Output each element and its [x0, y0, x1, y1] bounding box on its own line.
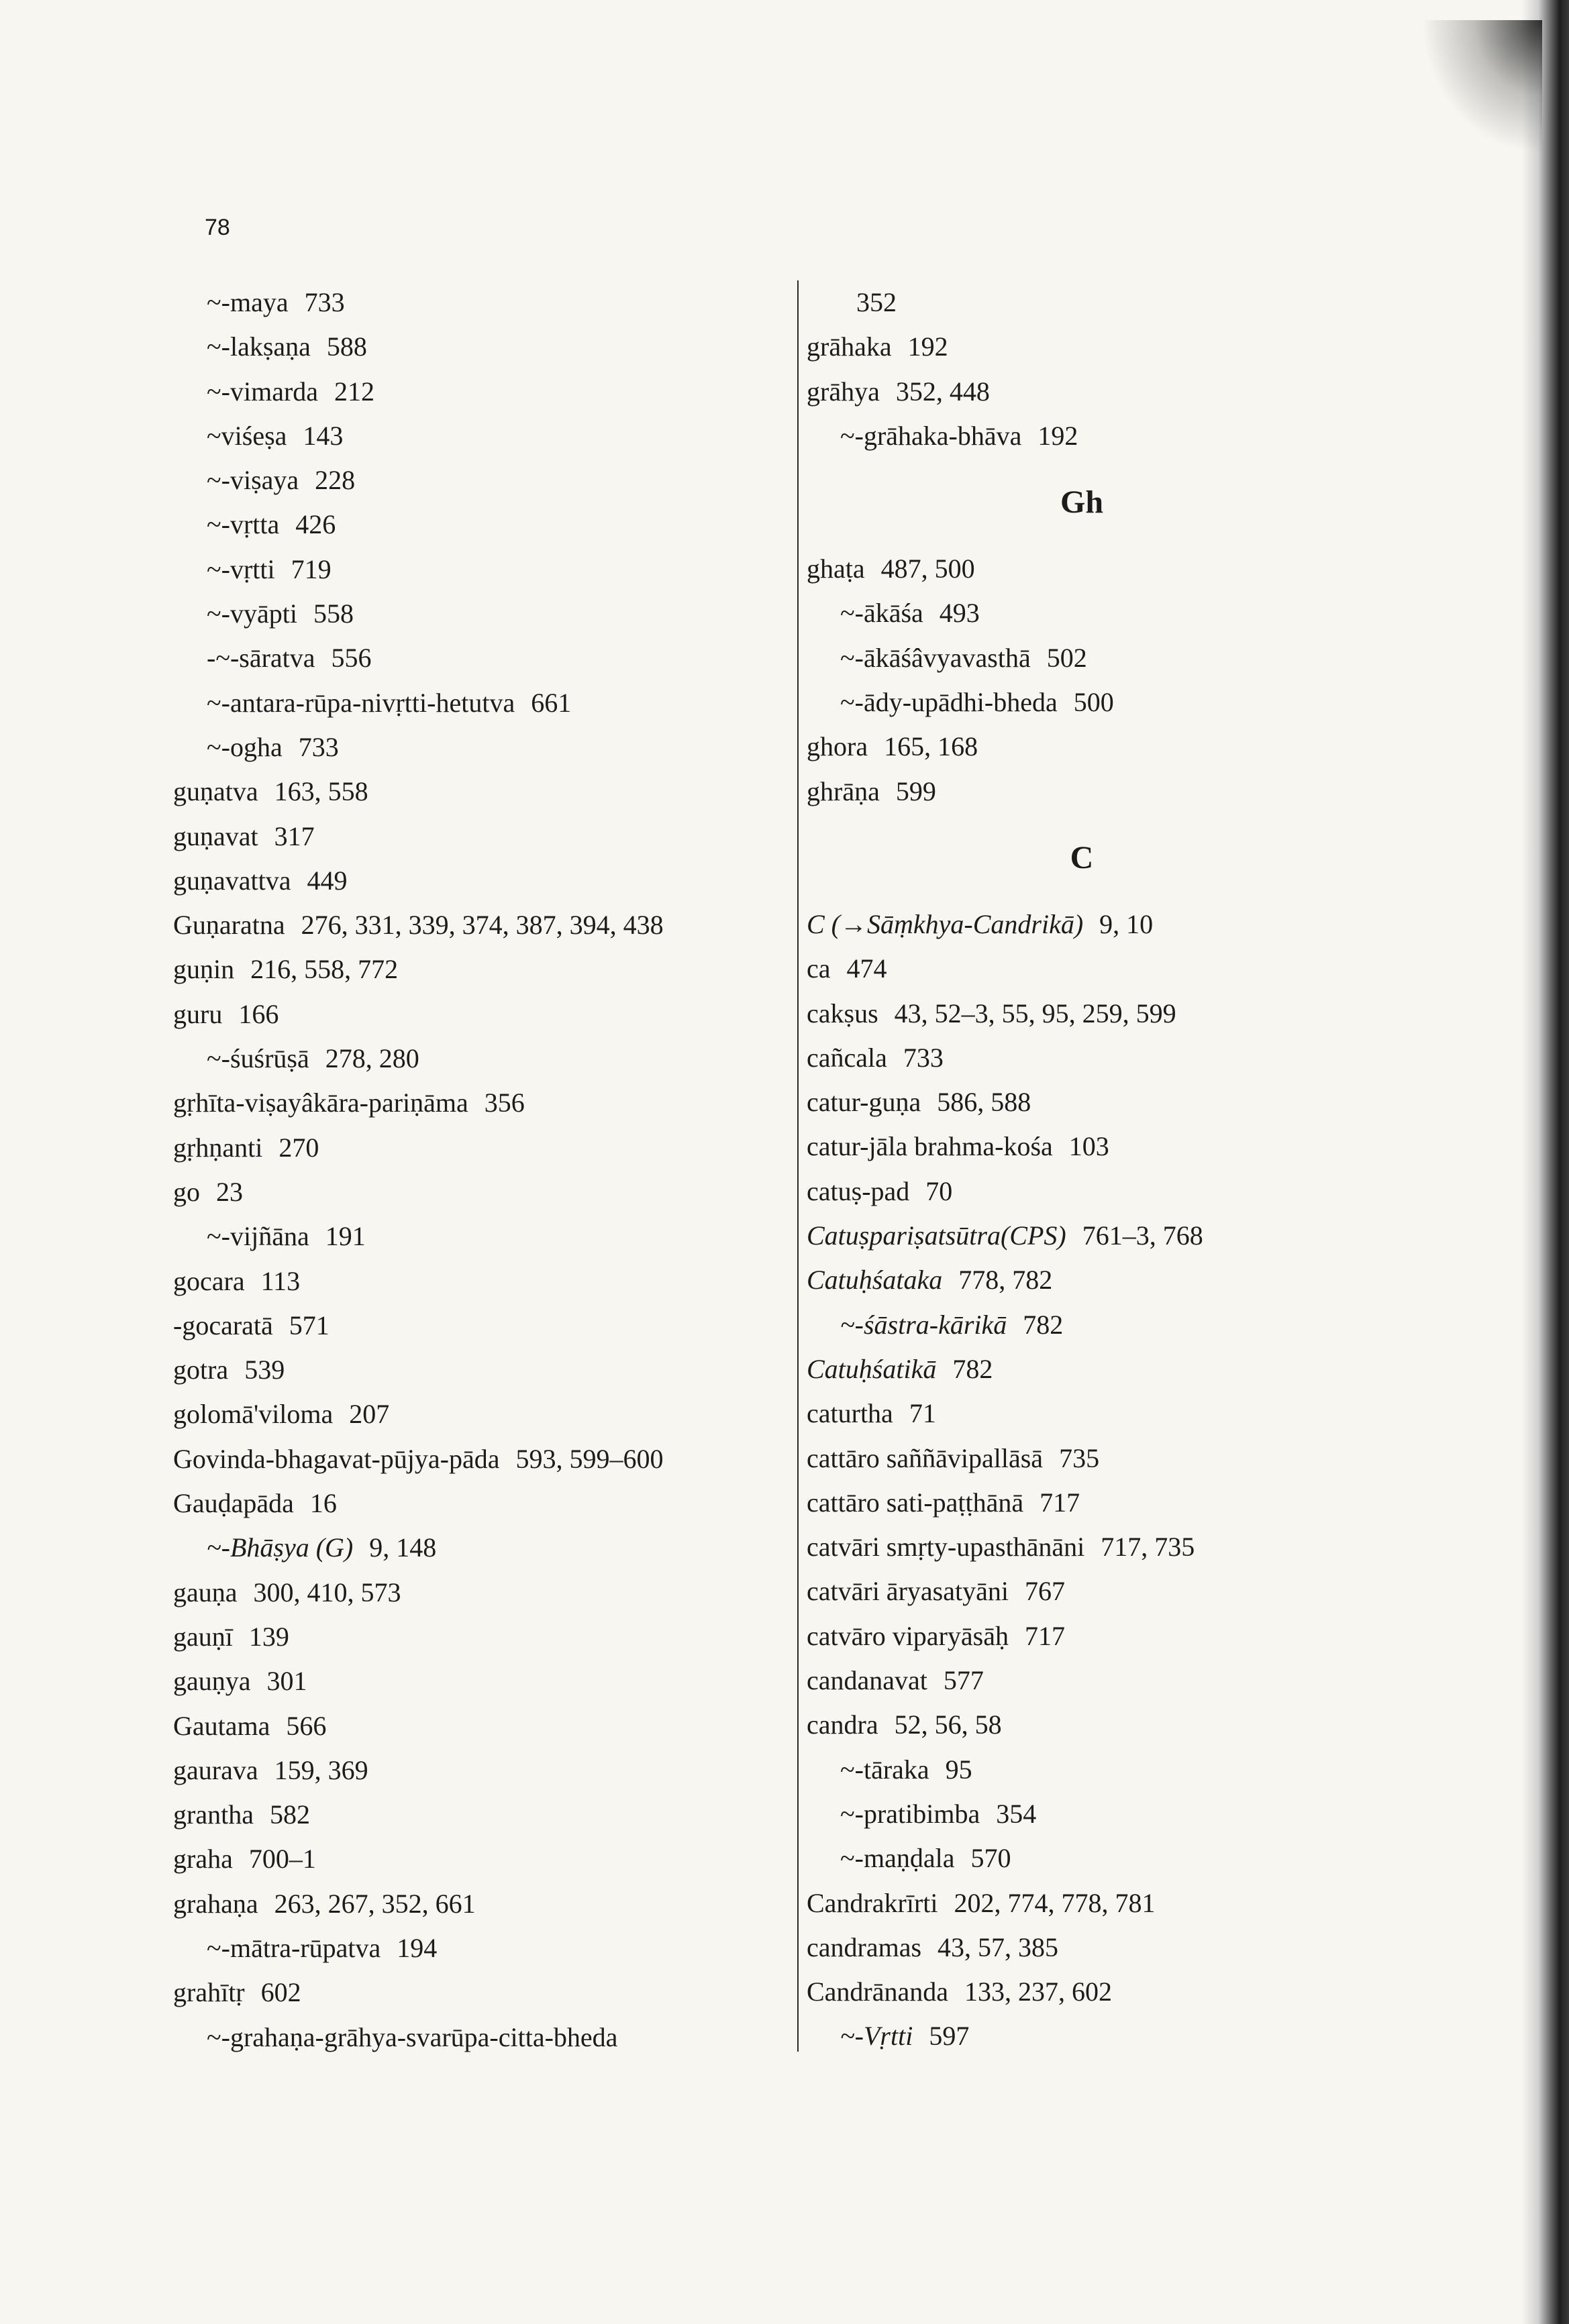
index-term: Gauḍapāda	[173, 1488, 294, 1519]
index-entry	[173, 592, 777, 636]
index-pages: 426	[295, 509, 336, 540]
index-term: candanavat	[807, 1665, 927, 1696]
index-pages: 599	[895, 776, 936, 806]
index-pages: 43, 57, 385	[938, 1932, 1059, 1962]
index-term: ca	[807, 953, 831, 984]
index-pages: 352	[856, 287, 897, 317]
index-entry	[173, 1037, 777, 1081]
index-pages: 301	[266, 1666, 307, 1697]
index-pages: 216, 558, 772	[250, 954, 399, 985]
index-pages: 95	[945, 1754, 972, 1785]
index-pages: 761–3, 768	[1082, 1220, 1203, 1251]
index-term: Govinda-bhagavat-pūjya-pāda	[173, 1443, 500, 1474]
index-entry	[807, 1080, 1357, 1124]
index-entry	[807, 1658, 1357, 1703]
index-term: ~-grāhaka-bhāva	[840, 420, 1022, 451]
index-term: gauṇī	[173, 1621, 233, 1652]
page-number: 78	[205, 215, 230, 240]
index-entry	[173, 681, 777, 725]
index-pages: 474	[846, 953, 887, 984]
index-entry	[173, 503, 777, 547]
index-term: ~-śuśrūṣā	[207, 1043, 309, 1074]
index-term: Guṇaratna	[173, 910, 285, 941]
index-term: candra	[807, 1709, 878, 1740]
index-entry	[173, 725, 777, 770]
index-term: ~-vṛtti	[207, 553, 275, 584]
index-entry	[807, 2014, 1357, 2058]
index-entry	[173, 859, 777, 903]
index-pages: 566	[286, 1710, 327, 1741]
index-term: ~-Bhāṣya (G)	[207, 1532, 354, 1563]
index-term: ghora	[807, 731, 868, 762]
index-pages: 139	[248, 1621, 289, 1652]
index-pages: 556	[331, 643, 372, 674]
index-entry	[173, 1926, 777, 1970]
index-term: gauṇa	[173, 1577, 238, 1607]
index-pages: 52, 56, 58	[894, 1709, 1002, 1740]
index-term: Gautama	[173, 1710, 270, 1741]
index-pages: 558	[313, 598, 354, 629]
index-entry	[173, 1526, 777, 1570]
index-term: gṛhīta-viṣayâkāra-pariṇāma	[173, 1088, 468, 1118]
index-entry	[173, 1793, 777, 1837]
index-pages: 493	[939, 598, 980, 629]
index-term: ~-ākāśâvyavasthā	[840, 642, 1031, 673]
index-entry	[807, 280, 1357, 325]
index-term: -gocaratā	[173, 1310, 273, 1340]
index-term: grahaṇa	[173, 1888, 258, 1919]
index-term: candramas	[807, 1932, 922, 1962]
index-entry	[173, 770, 777, 814]
index-entry	[173, 547, 777, 592]
index-pages: 212	[334, 376, 375, 407]
index-pages: 733	[298, 731, 339, 762]
index-entry	[173, 1571, 777, 1615]
index-entry	[173, 1704, 777, 1748]
index-term: grāhya	[807, 376, 880, 407]
index-term: ~-lakṣaṇa	[207, 331, 311, 362]
index-entry	[173, 1481, 777, 1526]
index-pages: 597	[929, 2021, 970, 2052]
index-term: guṇavat	[173, 821, 258, 851]
index-term: ~viśeṣa	[207, 420, 287, 451]
index-pages: 733	[304, 287, 345, 317]
index-entry	[807, 992, 1357, 1036]
column-divider	[797, 280, 799, 2052]
right-column	[807, 280, 1357, 2059]
index-term: cañcala	[807, 1042, 887, 1073]
index-term: cakṣus	[807, 998, 878, 1028]
index-entry	[173, 458, 777, 503]
index-term: ~-pratibimba	[840, 1798, 980, 1829]
index-term: Candrakrīrti	[807, 1887, 938, 1918]
index-entry	[807, 1836, 1357, 1881]
index-pages: 602	[260, 1977, 301, 2008]
index-term: ~-maṇḍala	[840, 1843, 955, 1874]
index-entry	[807, 1614, 1357, 1658]
index-entry	[807, 1792, 1357, 1836]
index-term: ghrāṇa	[807, 776, 880, 806]
index-term: ~-vṛtta	[207, 509, 280, 540]
index-pages: 270	[279, 1132, 319, 1163]
index-term: catuṣ-pad	[807, 1175, 910, 1206]
index-pages: 661	[531, 687, 572, 718]
index-entry	[807, 591, 1357, 635]
index-entry	[807, 1481, 1357, 1525]
index-pages: 143	[303, 420, 344, 451]
index-entry	[173, 1392, 777, 1436]
index-pages: 778, 782	[958, 1265, 1053, 1296]
index-entry	[807, 902, 1357, 947]
index-entry	[807, 1748, 1357, 1792]
index-pages: 228	[315, 465, 356, 496]
index-term: ~-vijñāna	[207, 1221, 309, 1252]
index-term: guṇavattva	[173, 865, 291, 896]
index-term: ~-ākāśa	[840, 598, 923, 629]
index-pages: 733	[903, 1042, 944, 1073]
index-entry	[173, 1659, 777, 1703]
index-pages: 717	[1024, 1620, 1065, 1651]
index-entry	[807, 1169, 1357, 1214]
index-term: ~-ogha	[207, 731, 283, 762]
index-term: grāhaka	[807, 331, 892, 362]
index-pages: 192	[1037, 420, 1078, 451]
index-entry	[807, 947, 1357, 991]
index-entry	[173, 1970, 777, 2015]
index-term: guṇin	[173, 954, 235, 985]
index-entry	[807, 1436, 1357, 1481]
index-pages: 588	[326, 331, 367, 362]
index-pages: 9, 148	[369, 1532, 437, 1563]
index-entry	[807, 1703, 1357, 1747]
index-entry	[173, 1437, 777, 1481]
index-pages: 582	[269, 1799, 310, 1830]
index-term: ~-vimarda	[207, 376, 319, 407]
index-entry	[807, 1525, 1357, 1569]
index-entry	[173, 814, 777, 859]
index-pages: 700–1	[248, 1844, 316, 1874]
index-term: ghaṭa	[807, 553, 865, 584]
index-entry	[173, 1304, 777, 1348]
index-entry	[807, 680, 1357, 725]
index-entry	[807, 1258, 1357, 1302]
index-pages: 354	[996, 1798, 1037, 1829]
index-pages: 9, 10	[1099, 908, 1154, 939]
index-term: gotra	[173, 1355, 229, 1385]
index-term: gocara	[173, 1265, 245, 1296]
index-pages: 717	[1040, 1487, 1080, 1518]
index-pages: 717, 735	[1101, 1532, 1195, 1563]
index-term: -~-sāratva	[207, 643, 315, 674]
index-entry	[173, 280, 777, 325]
index-term: cattāro saññāvipallāsā	[807, 1442, 1044, 1473]
index-entry	[173, 1837, 777, 1881]
index-entry	[807, 1925, 1357, 1970]
section-heading-gh: Gh	[1060, 484, 1104, 521]
index-pages: 539	[244, 1355, 285, 1385]
index-entry	[173, 325, 777, 369]
index-term: guru	[173, 998, 223, 1029]
index-entry	[807, 1303, 1357, 1347]
index-term: catvāri smṛty-upasthānāni	[807, 1532, 1085, 1563]
index-pages: 278, 280	[325, 1043, 419, 1074]
index-pages: 782	[952, 1353, 993, 1384]
index-pages: 43, 52–3, 55, 95, 259, 599	[894, 998, 1176, 1028]
index-pages: 113	[260, 1265, 301, 1296]
index-pages: 194	[397, 1932, 438, 1963]
index-term: ~-śāstra-kārikā	[840, 1309, 1007, 1340]
index-entry	[173, 1615, 777, 1659]
index-term: Catuṣpariṣatsūtra(CPS)	[807, 1220, 1066, 1251]
index-term: graha	[173, 1844, 233, 1874]
index-entry	[173, 992, 777, 1037]
index-pages: 191	[325, 1221, 366, 1252]
index-term: ~-mātra-rūpatva	[207, 1932, 381, 1963]
index-entry	[173, 1126, 777, 1170]
index-entry	[807, 1391, 1357, 1436]
index-pages: 502	[1046, 642, 1087, 673]
index-pages: 70	[925, 1175, 953, 1206]
index-pages: 356	[484, 1088, 525, 1118]
index-entry	[173, 1748, 777, 1793]
index-entry	[807, 1569, 1357, 1614]
index-pages: 103	[1068, 1131, 1109, 1162]
index-term: gaurava	[173, 1754, 258, 1785]
page-corner-shadow	[1421, 20, 1542, 154]
index-term: gṛhṇanti	[173, 1132, 263, 1163]
section-heading-c: C	[1070, 839, 1094, 876]
index-term: ~-Vṛtti	[840, 2021, 913, 2052]
index-pages: 16	[309, 1488, 337, 1519]
index-term: catur-guṇa	[807, 1087, 921, 1118]
index-pages: 782	[1023, 1309, 1064, 1340]
index-pages: 719	[291, 553, 332, 584]
index-term: Catuḥśatikā	[807, 1353, 937, 1384]
index-pages: 735	[1059, 1442, 1100, 1473]
index-term: ~-vyāpti	[207, 598, 297, 629]
index-term: ~-viṣaya	[207, 465, 299, 496]
index-pages: 165, 168	[884, 731, 978, 762]
index-pages: 300, 410, 573	[253, 1577, 401, 1607]
index-term: golomā'viloma	[173, 1399, 334, 1430]
index-entry	[807, 636, 1357, 680]
index-pages: 593, 599–600	[515, 1443, 664, 1474]
index-pages: 133, 237, 602	[964, 1976, 1113, 2007]
index-pages: 767	[1024, 1576, 1065, 1607]
index-term: grahītṛ	[173, 1977, 245, 2008]
index-entry	[807, 325, 1357, 369]
index-pages: 192	[907, 331, 948, 362]
index-term: ~-grahaṇa-grāhya-svarūpa-citta-bheda	[207, 2021, 618, 2052]
index-pages: 571	[289, 1310, 330, 1340]
index-entry	[173, 1259, 777, 1304]
index-entry	[807, 1036, 1357, 1080]
index-entry	[173, 1081, 777, 1125]
index-term: ~-antara-rūpa-nivṛtti-hetutva	[207, 687, 515, 718]
index-entry	[173, 636, 777, 680]
page-edge-shadow	[1522, 0, 1569, 2324]
index-pages: 352, 448	[895, 376, 990, 407]
index-entry	[173, 947, 777, 992]
index-pages: 263, 267, 352, 661	[274, 1888, 476, 1919]
index-term: grantha	[173, 1799, 254, 1830]
index-term: C (→Sāṃkhya-Candrikā)	[807, 908, 1084, 939]
left-column	[173, 280, 777, 2060]
index-pages: 166	[238, 998, 279, 1029]
index-pages: 449	[307, 865, 348, 896]
index-term: guṇatva	[173, 776, 258, 807]
index-term: ~-maya	[207, 287, 289, 317]
index-term: Candrānanda	[807, 1976, 949, 2007]
index-pages: 500	[1073, 687, 1114, 718]
index-pages: 586, 588	[937, 1087, 1031, 1118]
index-term: caturtha	[807, 1398, 893, 1429]
index-entry	[807, 725, 1357, 769]
index-term: catvāri āryasatyāni	[807, 1576, 1009, 1607]
index-term: go	[173, 1176, 200, 1207]
index-entry	[173, 1170, 777, 1214]
index-pages: 207	[349, 1399, 390, 1430]
index-pages: 202, 774, 778, 781	[954, 1887, 1156, 1918]
index-term: cattāro sati-paṭṭhānā	[807, 1487, 1024, 1518]
index-term: catur-jāla brahma-kośa	[807, 1131, 1053, 1162]
index-pages: 276, 331, 339, 374, 387, 394, 438	[301, 910, 664, 941]
index-entry	[807, 1124, 1357, 1169]
index-entry	[807, 1214, 1357, 1258]
index-term: ~-tāraka	[840, 1754, 929, 1785]
index-pages: 577	[943, 1665, 984, 1696]
index-entry	[173, 1214, 777, 1259]
index-pages: 71	[909, 1398, 936, 1429]
index-pages: 317	[274, 821, 315, 851]
index-term: gauṇya	[173, 1666, 251, 1697]
index-entry	[807, 1970, 1357, 2014]
index-entry	[173, 1348, 777, 1392]
index-pages: 163, 558	[274, 776, 368, 807]
index-entry	[173, 903, 777, 947]
index-entry	[807, 414, 1357, 458]
index-entry	[173, 414, 777, 458]
index-pages: 159, 369	[274, 1754, 368, 1785]
index-pages: 570	[970, 1843, 1011, 1874]
index-term: Catuḥśataka	[807, 1265, 943, 1296]
index-pages: 23	[216, 1176, 243, 1207]
index-term: catvāro viparyāsāḥ	[807, 1620, 1009, 1651]
index-entry	[807, 1881, 1357, 1925]
index-term: ~-ādy-upādhi-bheda	[840, 687, 1058, 718]
index-entry	[807, 1347, 1357, 1391]
index-entry	[173, 1882, 777, 1926]
index-entry	[807, 370, 1357, 414]
index-entry	[173, 2015, 777, 2060]
index-entry	[807, 770, 1357, 814]
index-pages: 487, 500	[880, 553, 975, 584]
index-entry	[807, 547, 1357, 591]
index-entry	[173, 370, 777, 414]
